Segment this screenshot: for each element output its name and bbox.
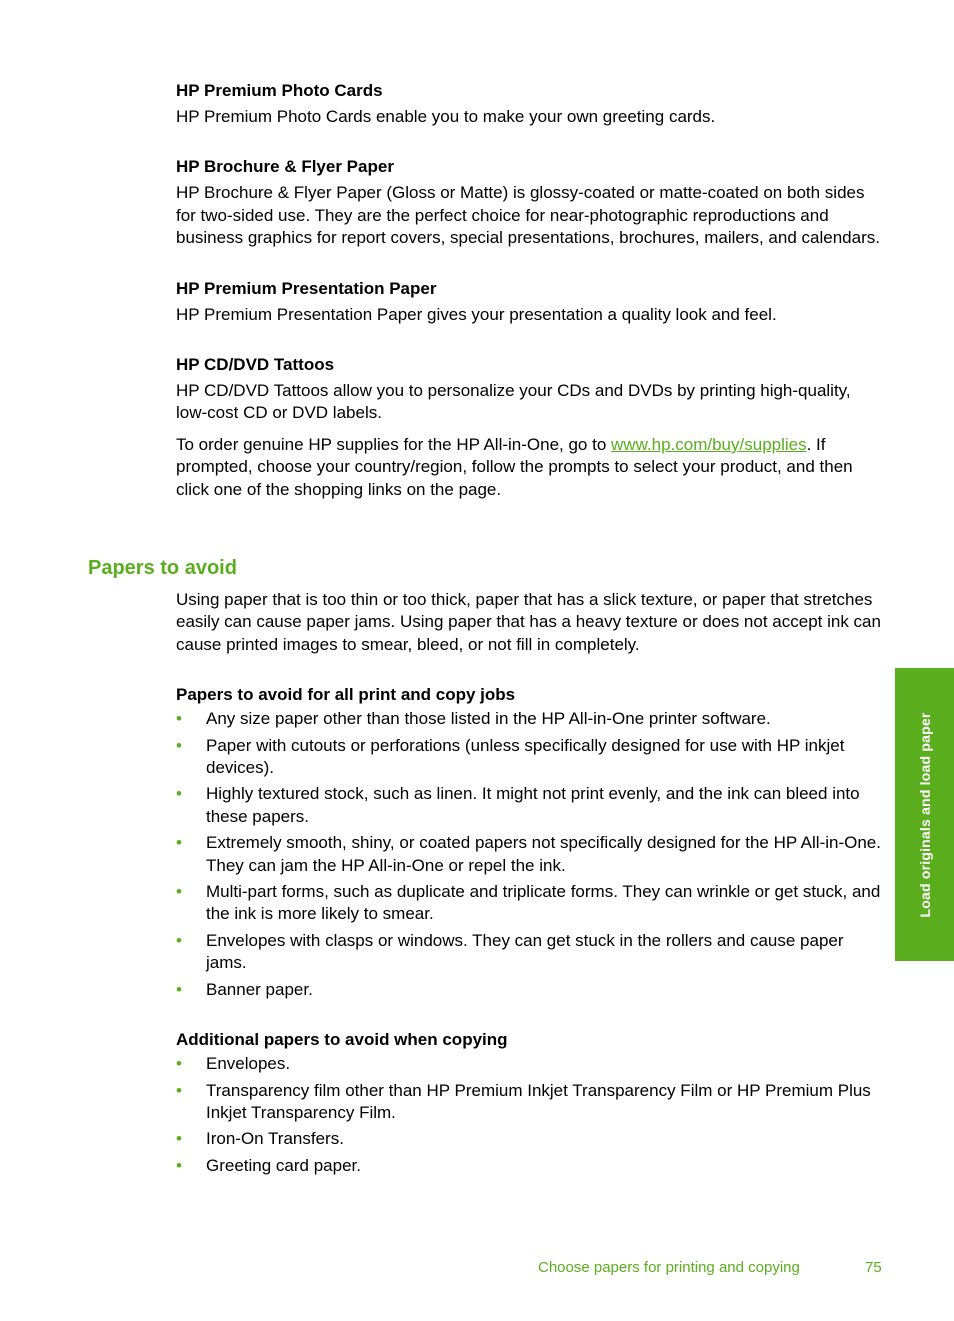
- order-text-before: To order genuine HP supplies for the HP All-in-One, go to: [176, 434, 612, 454]
- heading-presentation: HP Premium Presentation Paper: [176, 278, 437, 298]
- heading-photo-cards: HP Premium Photo Cards: [176, 81, 383, 100]
- bullet-icon: •: [176, 1129, 182, 1149]
- list-all-jobs: [176, 708, 886, 1001]
- text-presentation: HP Premium Presentation Paper gives your presentation a quality look and feel.: [176, 304, 777, 324]
- list-item: [176, 1053, 886, 1075]
- avoid-intro: Using paper that is too thin or too thick, paper that has a slick texture, or paper that stretches easily can cause paper jams. Using paper that has a heavy texture or does not accept ink can cause printed images to smear, bleed, or not fill in completely.: [176, 590, 881, 654]
- supplies-link[interactable]: www.hp.com/buy/supplies: [611, 434, 807, 454]
- section-title-papers-to-avoid: Papers to avoid: [88, 557, 237, 579]
- list-item: [176, 881, 886, 926]
- footer-section-title: Choose papers for printing and copying: [538, 1259, 800, 1276]
- order-text-after: . If prompted, choose your country/region, follow the prompts to select your product, and then click one of the shopping links on the page.: [176, 434, 853, 499]
- list-item-text: Greeting card paper.: [206, 1155, 361, 1175]
- list-item-text: Any size paper other than those listed in the HP All-in-One printer software.: [206, 709, 771, 729]
- list-item: [176, 1155, 886, 1177]
- list-item-text: Multi-part forms, such as duplicate and triplicate forms. They can wrinkle or get stuck, and the ink is more likely to smear.: [206, 882, 881, 924]
- list-item: [176, 735, 886, 780]
- list-item: [176, 979, 886, 1001]
- page-number: 75: [865, 1259, 882, 1276]
- bullet-icon: •: [176, 979, 182, 999]
- list-item-text: Highly textured stock, such as linen. It might not print evenly, and the ink can bleed into these papers.: [206, 784, 860, 826]
- text-brochure: HP Brochure & Flyer Paper (Gloss or Matte) is glossy-coated or matte-coated on both sides for two-sided use. They are the perfect choice for near-photographic reproductions and business graphics for report covers, special presentations, brochures, mailers, and calendars.: [176, 183, 880, 248]
- text-tattoos: HP CD/DVD Tattoos allow you to personalize your CDs and DVDs by printing high-quality, low-cost CD or DVD labels.: [176, 381, 851, 423]
- bullet-icon: •: [176, 882, 182, 902]
- list-item: [176, 1080, 886, 1125]
- list-copying: [176, 1053, 886, 1177]
- list-item: [176, 1128, 886, 1150]
- bullet-icon: •: [176, 833, 182, 853]
- list-item-text: Extremely smooth, shiny, or coated papers not specifically designed for the HP All-in-One. They can jam the HP All-in-One or repel the ink.: [206, 833, 881, 875]
- bullet-icon: •: [176, 709, 182, 729]
- bullet-icon: •: [176, 735, 182, 755]
- list-item: [176, 783, 886, 828]
- list-item: [176, 832, 886, 877]
- list-item-text: Paper with cutouts or perforations (unless specifically designed for use with HP inkjet devices).: [206, 735, 845, 778]
- bullet-icon: •: [176, 1080, 182, 1100]
- heading-copying: Additional papers to avoid when copying: [176, 1030, 508, 1050]
- bullet-icon: •: [176, 930, 182, 950]
- bullet-icon: •: [176, 1155, 182, 1175]
- avoid-content: [176, 589, 886, 1177]
- list-item-text: Banner paper.: [206, 979, 313, 999]
- page-content: [176, 80, 886, 501]
- heading-all-jobs: Papers to avoid for all print and copy jobs: [176, 685, 516, 705]
- list-item-text: Envelopes with clasps or windows. They can get stuck in the rollers and cause paper jams.: [206, 930, 844, 973]
- chapter-side-tab: [895, 668, 954, 961]
- list-item-text: Envelopes.: [206, 1054, 291, 1074]
- list-item-text: Iron-On Transfers.: [206, 1129, 344, 1149]
- bullet-icon: •: [176, 784, 182, 804]
- heading-tattoos: HP CD/DVD Tattoos: [176, 355, 335, 375]
- list-item-text: Transparency film other than HP Premium Inkjet Transparency Film or HP Premium Plus Inkjet Transparency Film.: [206, 1080, 871, 1122]
- chapter-tab-label: Load originals and load paper: [916, 712, 933, 917]
- bullet-icon: •: [176, 1054, 182, 1074]
- list-item: [176, 930, 886, 975]
- heading-brochure: HP Brochure & Flyer Paper: [176, 157, 394, 177]
- text-photo-cards: HP Premium Photo Cards enable you to make your own greeting cards.: [176, 107, 716, 126]
- order-paragraph: [176, 434, 886, 501]
- list-item: [176, 708, 886, 730]
